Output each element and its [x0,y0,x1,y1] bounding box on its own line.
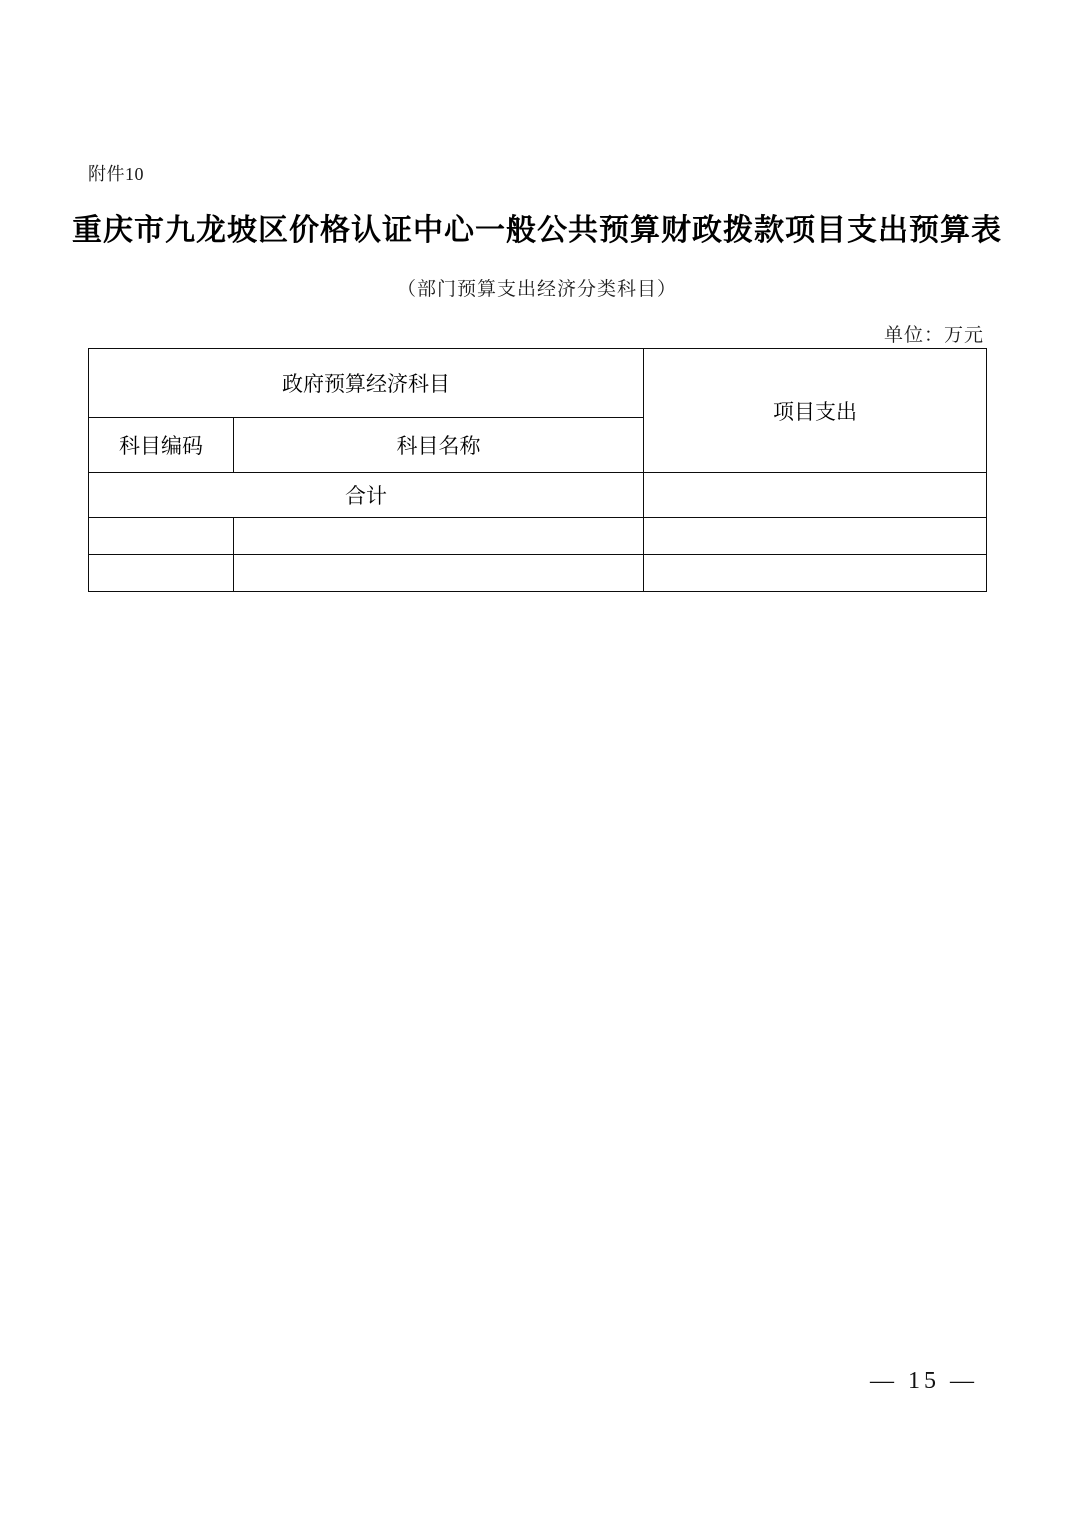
table-row-total [89,473,987,518]
total-amount [644,473,987,518]
document-subtitle: （部门预算支出经济分类科目） [396,279,677,300]
row-subject-name [234,518,644,555]
row-project-expenditure [644,555,987,592]
unit-note: 单位：万元 [883,325,984,346]
page-number: — 15 — [870,1368,978,1394]
row-subject-code [89,555,234,592]
header-project-expenditure: 项目支出 [644,349,987,473]
page-title: 重庆市九龙坡区价格认证中心一般公共预算财政拨款项目支出预算表 [72,214,1002,247]
header-government-budget-economic-subject: 政府预算经济科目 [89,349,644,418]
row-project-expenditure [644,518,987,555]
header-subject-code: 科目编码 [89,418,234,473]
row-subject-name [234,555,644,592]
table-row [89,555,987,592]
budget-table [88,348,987,592]
total-label: 合计 [89,473,644,518]
attachment-label: 附件10 [88,164,144,184]
header-subject-name: 科目名称 [234,418,644,473]
table-header-row-group [89,349,987,418]
row-subject-code [89,518,234,555]
table-row [89,518,987,555]
